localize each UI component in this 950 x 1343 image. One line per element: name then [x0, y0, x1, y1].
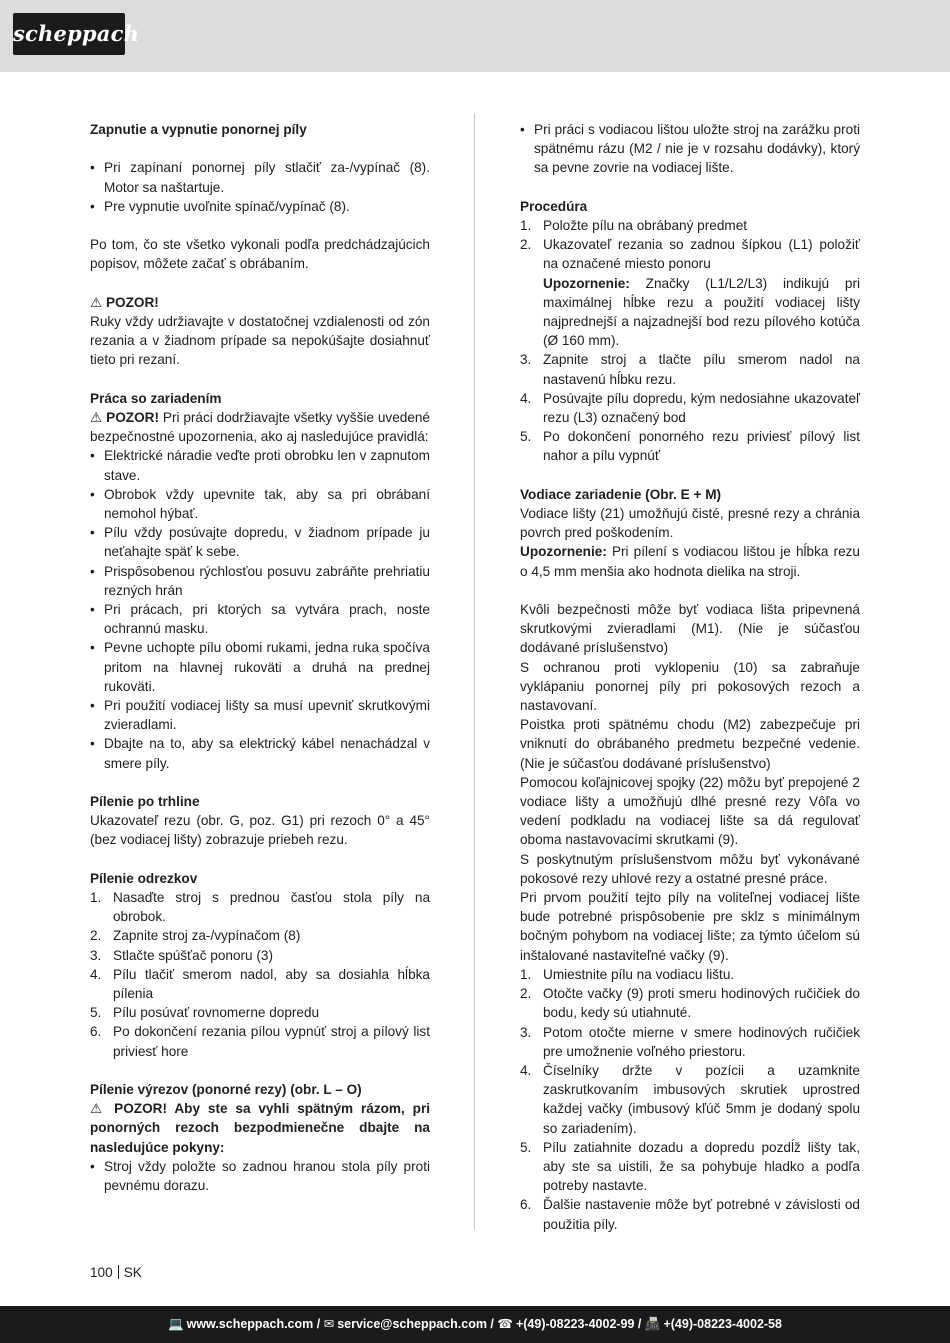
list-item: • Dbajte na to, aby sa elektrický kábel nenachádzal v smere píly. [90, 734, 430, 772]
paragraph: Pri prvom použití tejto píly na voliteľnej vodiacej lište bude potrebné prispôsobenie pre sklz s minimálnym bočným pohybom na vodiacej lište; za týmto účelom sú inštalované nastaviteľné vačky (9). [520, 890, 860, 963]
bullet-list [90, 1157, 430, 1195]
warning-icon: ⚠ [90, 409, 103, 425]
list-item: 2. Ukazovateľ rezania so zadnou šípkou (L1) položiť na označené miesto ponoru Upozornenie: Značky (L1/L2/L3) indikujú pri maximálnej hĺbke rezu a použití vodiacej lišty najprednejší a najzadnejší bod rezu pílového kotúča (Ø 160 mm). [520, 237, 860, 349]
list-item: 2. Zapnite stroj za-/vypínačom (8) [90, 928, 301, 944]
paragraph: Poistka proti spätnému chodu (M2) zabezpečuje pri vniknutí do obrábaného predmetu bezpečné vedenie. (Nie je súčasťou dodávané príslušenstvo) [520, 717, 860, 771]
list-item: • Stroj vždy položte so zadnou hranou stola píly proti pevnému dorazu. [90, 1157, 430, 1195]
mail-icon: ✉ [323, 1317, 335, 1331]
section-title: Zapnutie a vypnutie ponornej píly [90, 122, 307, 137]
website-link[interactable]: www.scheppach.com / [186, 1317, 321, 1331]
list-item: 4. Pílu tlačiť smerom nadol, aby sa dosiahla hĺbka pílenia [90, 966, 430, 1002]
numbered-list [90, 888, 430, 1061]
paragraph: Kvôli bezpečnosti môže byť vodiaca lišta pripevnená skrutkovými zvieradlami (M1). (Nie je súčasťou dodávané príslušenstvo) [520, 602, 860, 656]
paragraph: Vodiace lišty (21) umožňujú čisté, presné rezy a chránia povrch pred poškodením. [520, 506, 860, 541]
column-divider [474, 113, 475, 1230]
list-item: • Elektrické náradie veďte proti obrobku len v zapnutom stave. [90, 446, 430, 484]
list-item: • Pri prácach, pri ktorých sa vytvára prach, noste ochrannú masku. [90, 600, 430, 638]
section-title: Práca so zariadením [90, 390, 222, 406]
list-item: • Obrobok vždy upevnite tak, aby sa pri obrábaní nemohol hýbať. [90, 485, 430, 523]
list-item: 6. Po dokončení rezania pílou vypnúť stroj a pílový list priviesť hore [90, 1024, 430, 1059]
warning-heading: ⚠ POZOR! [90, 294, 159, 310]
list-item: • Pri zapínaní ponornej píly stlačiť za-/vypínač (8). Motor sa naštartuje. [90, 158, 430, 196]
paragraph: Po tom, čo ste všetko vykonali podľa predchádzajúcich popisov, môžete začať s obrábaním. [90, 237, 430, 272]
section-title: Procedúra [520, 198, 588, 214]
language-code: SK [123, 1265, 142, 1280]
page-number: 100 SK [90, 1265, 142, 1280]
list-item: 6. Ďalšie nastavenie môže byť potrebné v závislosti od použitia píly. [520, 1197, 860, 1232]
note-paragraph: Upozornenie: Pri pílení s vodiacou lištou je hĺbka rezu o 4,5 mm menšia ako hodnota dielika na stroji. [520, 544, 860, 579]
paragraph: S ochranou proti vyklopeniu (10) sa zabraňuje vyklápaniu ponornej píly pri pokosových rezoch a nastavovaní. [520, 659, 860, 714]
section-title: Pílenie odrezkov [90, 870, 198, 886]
bullet-list [90, 446, 430, 772]
list-item: 3. Potom otočte mierne v smere hodinových ručičiek pre umožnenie voľného priestoru. [520, 1024, 860, 1059]
list-item: • Prispôsobenou rýchlosťou posuvu zabráňte prehriatiu rezných hrán [90, 562, 430, 600]
list-item: 2. Otočte vačky (9) proti smeru hodinových ručičiek do bodu, kedy sú utiahnuté. [520, 986, 860, 1021]
numbered-list [520, 216, 860, 466]
section-title: Pílenie po trhline [90, 794, 200, 810]
section-title: Vodiace zariadenie (Obr. E + M) [520, 486, 722, 502]
list-item: 5. Po dokončení ponorného rezu priviesť pílový list nahor a pílu vypnúť [520, 429, 860, 464]
paragraph: S poskytnutým príslušenstvom môžu byť vykonávané pokosové rezy uhlové rezy a ostatné presné práce. [520, 851, 860, 886]
warning-icon: ⚠ [90, 1101, 107, 1117]
paragraph: Pomocou koľajnicovej spojky (22) môžu byť prepojené 2 vodiace lišty a umožňujú dlhé presné rezy Vôľa vo vedení podkladu na vodiacej lište sa dá regulovať oboma nastavovacími skrutkami (9). [520, 774, 860, 848]
warning-text: Ruky vždy udržiavajte v dostatočnej vzdialenosti od zón rezania a v žiadnom prípade sa nepokúšajte dosiahnuť tieto pri rezaní. [90, 313, 430, 368]
warning-paragraph: ⚠ POZOR! Aby ste sa vyhli spätným rázom, pri ponorných rezoch bezpodmienečne dbajte na nasledujúce pokyny: [90, 1101, 431, 1155]
warning-paragraph: ⚠ POZOR! Pri práci dodržiavajte všetky vyššie uvedené bezpečnostné upozornenia, ako aj nasledujúce pravidlá: [90, 409, 430, 445]
list-item: 1. Umiestnite pílu na vodiacu lištu. [520, 966, 735, 982]
fax-number: +(49)-08223-4002-58 [663, 1317, 782, 1331]
phone-number: +(49)-08223-4002-99 / [515, 1317, 642, 1331]
list-item: 1. Nasaďte stroj s prednou časťou stola píly na obrobok. [90, 890, 430, 925]
page-header [0, 0, 950, 72]
section-title: Pílenie výrezov (ponorné rezy) (obr. L – O) [90, 1082, 362, 1098]
scheppach-logo: scheppach [13, 13, 125, 55]
list-item: 3. Stlačte spúšťač ponoru (3) [90, 947, 273, 963]
list-item: • Pílu vždy posúvajte dopredu, v žiadnom prípade ju neťahajte späť k sebe. [90, 523, 430, 561]
warning-icon: ⚠ [90, 294, 103, 310]
phone-icon: ☎ [497, 1317, 513, 1331]
paragraph: Ukazovateľ rezu (obr. G, poz. G1) pri rezoch 0° a 45° (bez vodiacej lišty) zobrazuje priebeh rezu. [90, 813, 430, 848]
list-item: 4. Číselníky držte v pozícii a uzamknite zaskrutkovaním imbusových skrutiek uprostred každej vačky (imbusový kľúč 5mm je dodaný spolu so zariadením). [520, 1062, 860, 1136]
left-column [90, 120, 430, 1195]
list-item: 5. Pílu zatiahnite dozadu a dopredu pozdĺž lišty tak, aby ste sa uistili, že sa pohybuje hladko a podľa potreby nastavte. [520, 1139, 860, 1194]
list-item: 5. Pílu posúvať rovnomerne dopredu [90, 1005, 320, 1021]
right-column [520, 120, 860, 1234]
page-footer [0, 1306, 950, 1343]
list-item: 4. Posúvajte pílu dopredu, kým nedosiahne ukazovateľ rezu (L3) označený bod [520, 390, 860, 426]
list-item: 3. Zapnite stroj a tlačte pílu smerom nadol na nastavenú hĺbku rezu. [520, 352, 860, 387]
list-item: 1. Položte pílu na obrábaný predmet [520, 218, 748, 233]
list-item: • Pevne uchopte pílu obomi rukami, jedna ruka spočíva pritom na hlavnej rukoväti a druhá na prednej rukoväti. [90, 638, 430, 696]
fax-icon: 📠 [644, 1317, 661, 1331]
numbered-list [520, 965, 860, 1234]
list-item: • Pri použití vodiacej lišty sa musí upevniť skrutkovými zvieradlami. [90, 696, 430, 734]
computer-icon: 💻 [168, 1317, 184, 1331]
list-item: • Pri práci s vodiacou lištou uložte stroj na zarážku proti spätnému rázu (M2 / nie je v rozsahu dodávky), ktorý sa pevne zovrie na vodiacej lište. [520, 120, 860, 178]
bullet-list [90, 158, 430, 216]
bullet-list [520, 120, 860, 178]
email-link[interactable]: service@scheppach.com / [337, 1317, 494, 1331]
list-item: • Pre vypnutie uvoľnite spínač/vypínač (8). [90, 197, 430, 216]
